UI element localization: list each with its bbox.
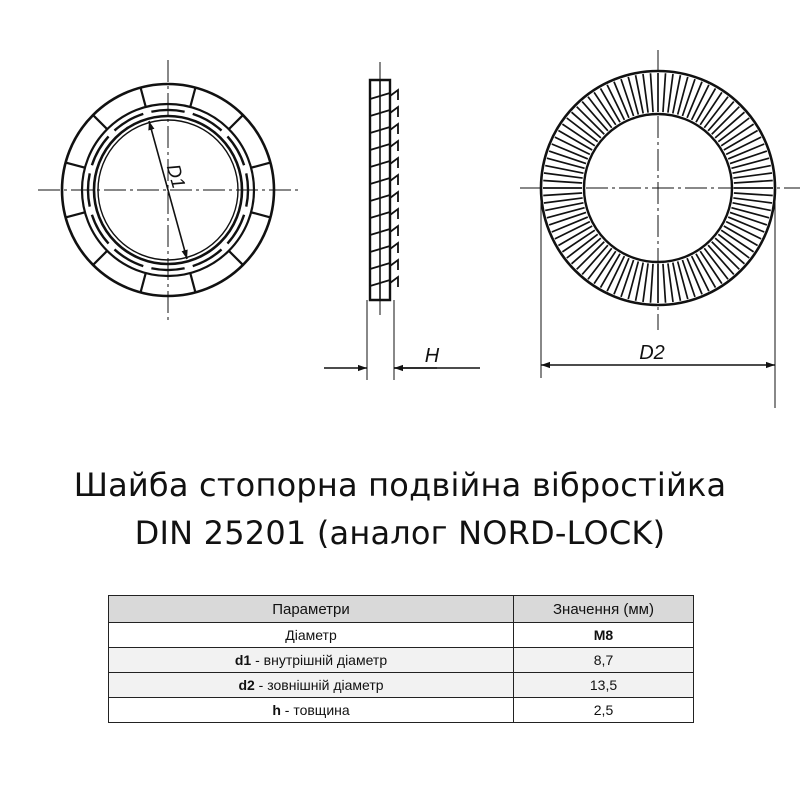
header-values: Значення (мм)	[514, 596, 694, 623]
serration-line	[663, 264, 666, 303]
product-title-line-2: DIN 25201 (аналог NORD-LOCK)	[134, 514, 666, 552]
value-cell: M8	[514, 623, 694, 648]
serration-line	[549, 151, 586, 164]
d2-label: D2	[639, 342, 665, 364]
serration-line	[668, 263, 673, 302]
serration-line	[682, 79, 695, 116]
segment-line	[93, 115, 107, 129]
serration-line	[544, 198, 583, 203]
serration-line	[733, 198, 772, 203]
segment-line	[66, 212, 85, 217]
table-header-row	[109, 596, 694, 623]
param-symbol: d2	[238, 677, 255, 693]
param-symbol: h	[272, 702, 281, 718]
serration-line	[650, 264, 653, 303]
serration-line	[663, 73, 666, 112]
param-cell	[109, 698, 514, 723]
param-cell	[109, 673, 514, 698]
serration-line	[543, 180, 582, 183]
serration-line	[734, 193, 773, 196]
washer-side-view	[324, 62, 480, 380]
param-label: - внутрішній діаметр	[251, 652, 388, 668]
header-parameters: Параметри	[109, 596, 514, 623]
table-row	[109, 648, 694, 673]
segment-line	[141, 273, 146, 292]
param-label: Діаметр	[285, 627, 337, 643]
serration-line	[549, 212, 586, 225]
segment-line	[229, 251, 243, 265]
serration-line	[544, 173, 583, 178]
value-cell: 8,7	[514, 648, 694, 673]
serration-line	[730, 212, 767, 225]
serration-line	[643, 263, 648, 302]
param-label: - товщина	[280, 702, 350, 718]
table-row	[109, 698, 694, 723]
segment-line	[141, 88, 146, 107]
param-cell	[109, 623, 514, 648]
washer-front-view	[38, 60, 298, 320]
value-cell: 2,5	[514, 698, 694, 723]
value-cell: 13,5	[514, 673, 694, 698]
segment-line	[93, 251, 107, 265]
param-symbol: d1	[234, 652, 252, 668]
segment-line	[66, 163, 85, 168]
param-cell	[109, 648, 514, 673]
segment-line	[190, 273, 195, 292]
serration-line	[621, 79, 634, 116]
serration-line	[682, 260, 695, 297]
specifications-table	[108, 595, 694, 723]
serration-line	[643, 74, 648, 113]
serration-line	[650, 73, 653, 112]
table-row	[109, 673, 694, 698]
table-row	[109, 623, 694, 648]
h-label: H	[424, 345, 440, 367]
segment-line	[251, 163, 270, 168]
serration-line	[730, 151, 767, 164]
segment-line	[229, 115, 243, 129]
serration-line	[733, 173, 772, 178]
segment-line	[251, 212, 270, 217]
serration-line	[734, 180, 773, 183]
serration-line	[621, 260, 634, 297]
serration-line	[668, 74, 673, 113]
segment-line	[190, 88, 195, 107]
d1-label: D1	[161, 161, 189, 192]
product-title-line-1: Шайба стопорна подвійна віброcтійка	[73, 466, 727, 504]
serration-line	[543, 193, 582, 196]
param-label: - зовнішній діаметр	[254, 677, 384, 693]
